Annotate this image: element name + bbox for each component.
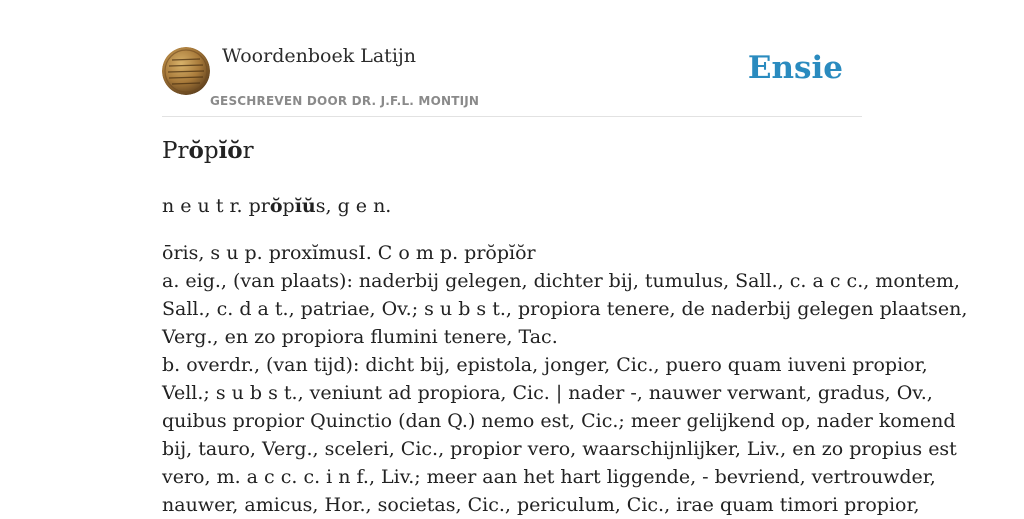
definition-line: vero, m. a c c. c. i n f., Liv.; meer aan het hart liggende, - bevriend, vertrouwder, xyxy=(162,466,936,488)
definition-line: ōris, s u p. proxĭmusI. C o m p. prŏpĭŏr xyxy=(162,242,536,264)
definition-line: Sall., c. d a t., patriae, Ov.; s u b s t., propiora tenere, de naderbij gelegen plaatsen, xyxy=(162,298,968,320)
definition-line: Vell.; s u b s t., veniunt ad propiora, Cic. | nader -, nauwer verwant, gradus, Ov., xyxy=(162,382,933,404)
grammar-part: n e u t r. pr xyxy=(162,195,270,217)
entry-definition xyxy=(162,239,968,519)
grammar-part: s, g e n. xyxy=(315,195,392,217)
ensie-logo-link[interactable]: Ensie xyxy=(747,50,843,86)
title-part-bold: ĭŏ xyxy=(218,137,243,164)
header xyxy=(162,0,862,117)
author-byline: GESCHREVEN DOOR DR. J.F.L. MONTIJN xyxy=(210,94,480,108)
grammar-part-bold: ĭŭ xyxy=(294,195,316,217)
definition-line: b. overdr., (van tijd): dicht bij, epistola, jonger, Cic., puero quam iuveni propior, xyxy=(162,354,928,376)
definition-line: a. eig., (van plaats): naderbij gelegen, dichter bij, tumulus, Sall., c. a c c., montem, xyxy=(162,270,960,292)
title-part: Pr xyxy=(162,138,189,164)
entry-title xyxy=(162,137,254,164)
definition-line: nauwer, amicus, Hor., societas, Cic., periculum, Cic., irae quam timori propior, xyxy=(162,494,920,516)
grammar-line xyxy=(162,192,391,220)
grammar-part: p xyxy=(282,195,295,217)
title-part: p xyxy=(203,138,219,164)
latin-coin-icon[interactable] xyxy=(162,47,210,95)
grammar-part-bold: ŏ xyxy=(269,195,283,217)
page xyxy=(162,0,968,516)
definition-line: Verg., en zo propiora flumini tenere, Tac. xyxy=(162,326,558,348)
definition-line: quibus propior Quinctio (dan Q.) nemo est, Cic.; meer gelijkend op, nader komend xyxy=(162,410,956,432)
definition-line: bij, tauro, Verg., sceleri, Cic., propior vero, waarschijnlijker, Liv., en zo propius est xyxy=(162,438,957,460)
title-part: r xyxy=(242,138,254,164)
title-part-bold: ŏ xyxy=(188,137,204,164)
dictionary-title[interactable]: Woordenboek Latijn xyxy=(222,45,417,67)
